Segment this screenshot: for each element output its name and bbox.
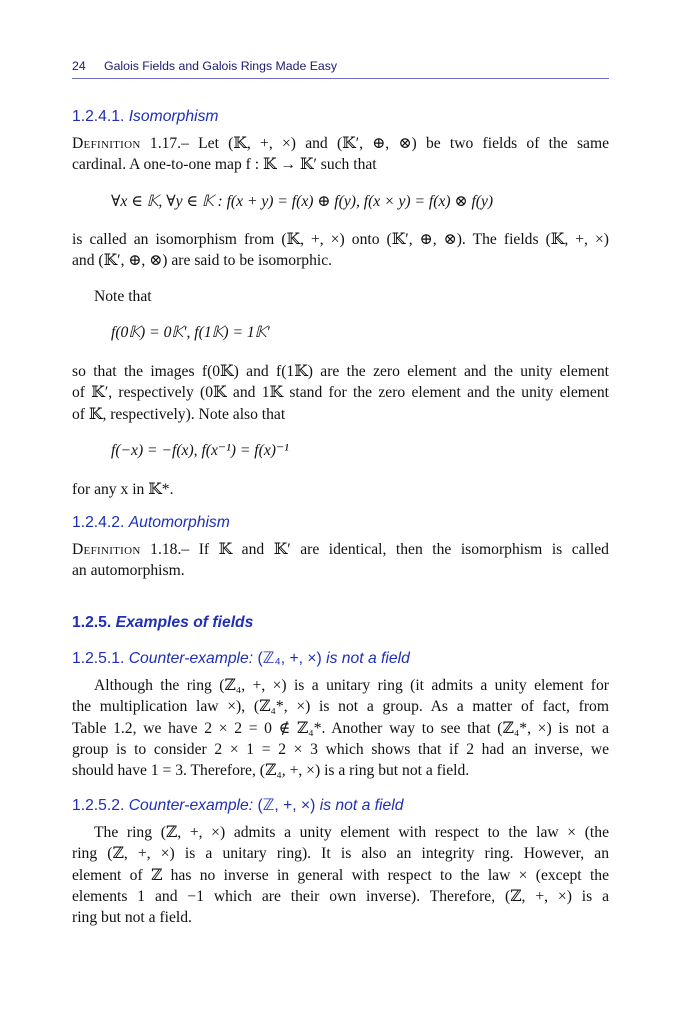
section-title: Counter-example: bbox=[128, 650, 258, 667]
text-line: should have 1 = 3. Therefore, (ℤ₄, +, ×) is a ring but not a field. bbox=[72, 762, 470, 780]
definition-number: 1.18.– bbox=[150, 541, 190, 558]
definition-text: cardinal. A one-to-one map f : 𝕂 → 𝕂′ such that bbox=[72, 156, 377, 174]
text-line: so that the images f(0𝕂) and f(1𝕂) are the zero element and the unity element bbox=[72, 363, 609, 380]
definition-1-18 bbox=[72, 539, 609, 582]
section-heading-1-2-5 bbox=[72, 612, 253, 633]
section-heading-1-2-4-1 bbox=[72, 106, 219, 127]
definition-label: Definition bbox=[72, 135, 141, 152]
section-title: Counter-example: bbox=[128, 797, 258, 814]
section-title: is not a field bbox=[321, 650, 410, 667]
text-line: of 𝕂, respectively). Note also that bbox=[72, 405, 286, 423]
equation-inverse: f(−x) = −f(x), f(x⁻¹) = f(x)⁻¹ bbox=[111, 442, 289, 459]
text-line: ring (ℤ, +, ×) is a unitary ring). It is also an integrity ring. However, an bbox=[72, 845, 609, 863]
text-line: is called an isomorphism from (𝕂, +, ×) onto (𝕂′, ⊕, ⊗). The fields (𝕂, +, ×) bbox=[72, 231, 609, 248]
section-heading-1-2-5-2 bbox=[72, 795, 403, 816]
text-line: of 𝕂′, respectively (0𝕂 and 1𝕂 stand for the zero element and the unity element bbox=[72, 384, 609, 402]
definition-text: an automorphism. bbox=[72, 562, 185, 580]
paragraph-isomorphism bbox=[72, 229, 609, 272]
section-title: is not a field bbox=[315, 797, 404, 814]
paragraph-z bbox=[72, 822, 609, 928]
text-line: and (𝕂′, ⊕, ⊗) are said to be isomorphic. bbox=[72, 252, 333, 270]
section-number: 1.2.5.1. bbox=[72, 650, 125, 667]
definition-text: Let (𝕂, +, ×) and (𝕂′, ⊕, ⊗) be two fields of the same bbox=[198, 135, 609, 152]
page-number: 24 bbox=[72, 59, 86, 73]
section-heading-1-2-5-1 bbox=[72, 648, 410, 669]
equation-identities: f(0𝕂) = 0𝕂′, f(1𝕂) = 1𝕂′ bbox=[111, 324, 270, 341]
section-title: Isomorphism bbox=[128, 108, 219, 125]
text-line: Although the ring (ℤ₄, +, ×) is a unitary ring (it admits a unity element for bbox=[94, 677, 609, 694]
text-line: elements 1 and −1 which are their own inverse). Therefore, (ℤ, +, ×) is a bbox=[72, 887, 609, 905]
text-line: The ring (ℤ, +, ×) admits a unity element with respect to the law × (the bbox=[94, 824, 609, 841]
running-title: Galois Fields and Galois Rings Made Easy bbox=[104, 59, 338, 73]
text-line: ring but not a field. bbox=[72, 909, 192, 927]
definition-1-17 bbox=[72, 133, 609, 176]
equation-isomorphism: ∀x ∈ 𝕂, ∀y ∈ 𝕂 : f(x + y) = f(x) ⊕ f(y), f(x × y) = f(x) ⊗ f(y) bbox=[111, 193, 494, 210]
section-title: Examples of fields bbox=[115, 614, 254, 631]
section-number: 1.2.5. bbox=[72, 614, 112, 631]
section-number: 1.2.4.1. bbox=[72, 108, 125, 125]
section-title-math: (ℤ₄, +, ×) bbox=[257, 650, 322, 667]
definition-label: Definition bbox=[72, 541, 141, 558]
definition-text: If 𝕂 and 𝕂′ are identical, then the isomorphism is called bbox=[198, 541, 609, 558]
paragraph-z4 bbox=[72, 675, 609, 781]
section-title: Automorphism bbox=[128, 514, 230, 531]
text-line: group is to consider 2 × 1 = 2 × 3 which shows that if 2 had an inverse, we bbox=[72, 740, 609, 758]
note-that: Note that bbox=[94, 288, 152, 305]
text-line: element of ℤ has no inverse in general with respect to the law × (except the bbox=[72, 866, 609, 884]
for-any-line: for any x in 𝕂*. bbox=[72, 481, 174, 498]
text-line: Table 1.2, we have 2 × 2 = 0 ∉ ℤ₄*. Another way to see that (ℤ₄*, ×) is not a bbox=[72, 719, 609, 737]
text-line: the multiplication law ×), (ℤ₄*, ×) is not a group. As a matter of fact, from bbox=[72, 698, 609, 716]
section-title-math: (ℤ, +, ×) bbox=[257, 797, 316, 814]
section-number: 1.2.5.2. bbox=[72, 797, 125, 814]
definition-number: 1.17.– bbox=[149, 135, 189, 152]
paragraph-images bbox=[72, 361, 609, 425]
running-header bbox=[72, 56, 609, 79]
section-number: 1.2.4.2. bbox=[72, 514, 125, 531]
section-heading-1-2-4-2 bbox=[72, 512, 230, 533]
